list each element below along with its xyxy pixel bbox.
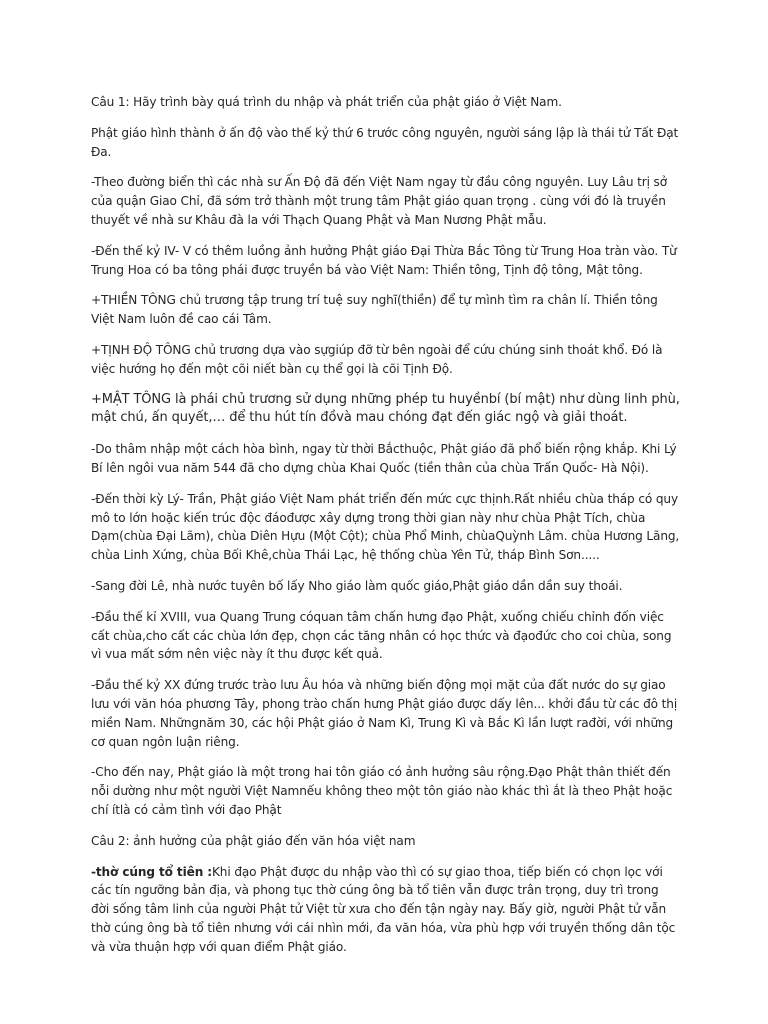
paragraph-tinh-do-tong: +TỊNH ĐỘ TÔNG chủ trương dựa vào sựgiúp đỡ từ bên ngoài để cứu chúng sinh thoát khổ. Đó là việc hướng họ đến một cõi niết bàn cụ thể gọi là cõi Tịnh Độ. — [91, 342, 663, 376]
question-2-heading: Câu 2: ảnh hưởng của phật giáo đến văn hóa việt nam — [91, 833, 416, 848]
paragraph-mat-tong: +MẬT TÔNG là phái chủ trương sử dụng những phép tu huyềnbí (bí mật) như dùng linh phù, mật chú, ấn quyết,… để thu hút tín đồvà mau chóng đạt đến giác ngộ và giải thoát. — [91, 391, 680, 426]
paragraph-20th-century: -Đầu thế kỷ XX đứng trước trào lưu Âu hóa và những biến động mọi mặt của đất nước do sự giao lưu với văn hóa phương Tây, phong trào chấn hưng Phật giáo được dấy lên... khởi đầu từ các đô thị miền Nam. Nhữngnăm 30, các hội Phật giáo ở Nam Kì, Trung Kì và Bắc Kì lần lượt rađời, với những cơ quan ngôn luận riêng. — [91, 678, 678, 749]
paragraph-ly-tran: -Đến thời kỳ Lý- Trần, Phật giáo Việt Nam phát triển đến mức cực thịnh.Rất nhiều chùa tháp có quy mô to lớn hoặc kiến trúc độc đáođược xây dựng trong thời gian này như chùa Phật Tích, chùa Dạm(chùa Đại Lãm), chùa Diên Hựu (Một Cột); chùa Phổ Minh, chùaQuỳnh Lâm. chùa Hương Lãng, chùa Linh Xứng, chùa Bối Khê,chùa Thái Lạc, hệ thống chùa Yên Tử, tháp Bình Sơn..... — [91, 491, 680, 563]
paragraph-18th-century: -Đầu thế kỉ XVIII, vua Quang Trung cóquan tâm chấn hưng đạo Phật, xuống chiếu chỉnh đốn việc cất chùa,cho cất các chùa lớn đẹp, chọn các tăng nhân có học thức và đạođức cho coi chùa, song vì vua mất sớm nên việc này ít thu được kết quả. — [91, 609, 672, 662]
paragraph-body: Khi đạo Phật được du nhập vào thì có sự giao thoa, tiếp biến có chọn lọc với các tín ngưỡng bản địa, và phong tục thờ cúng ông bà tổ tiên vẫn được trân trọng, duy trì trong đời sống tâm linh của người Phật tử Việt từ xưa cho đến tận ngày nay. Bấy giờ, người Phật tử vẫn thờ cúng ông bà tổ tiên nhưng với cái nhìn mới, đa văn hóa, vừa phù hợp với truyền thống dân tộc và vừa thuận hợp với quan điểm Phật giáo. — [91, 864, 676, 954]
paragraph-thien-tong: +THIỀN TÔNG chủ trương tập trung trí tuệ suy nghĩ(thiền) để tự mình tìm ra chân lí. Thiền tông Việt Nam luôn đề cao cái Tâm. — [91, 293, 658, 327]
paragraph-4th-5th-century: -Đến thế kỷ IV- V có thêm luồng ảnh hưởng Phật giáo Đại Thừa Bắc Tông từ Trung Hoa tràn vào. Từ Trung Hoa có ba tông phái được truyền bá vào Việt Nam: Thiền tông, Tịnh độ tông, Mật tông. — [91, 243, 677, 277]
paragraph-sea-route: -Theo đường biển thì các nhà sư Ấn Độ đã đến Việt Nam ngay từ đầu công nguyên. Luy Lâu trị sở của quận Giao Chỉ, đã sớm trở thành một trung tâm Phật giáo quan trọng . cùng với đó là truyền thuyết về nhà sư Khâu đà la với Thạch Quang Phật và Man Nương Phật mẫu. — [91, 175, 667, 227]
paragraph-lead: -thờ cúng tổ tiên : — [91, 864, 212, 879]
paragraph-bac-thuoc: -Do thâm nhập một cách hòa bình, ngay từ thời Bắcthuộc, Phật giáo đã phổ biến rộng khắp. Khi Lý Bí lên ngôi vua năm 544 đã cho dựng chùa Khai Quốc (tiền thân của chùa Trấn Quốc- Hà Nội). — [91, 442, 677, 475]
paragraph-le-dynasty: -Sang đời Lê, nhà nước tuyên bố lấy Nho giáo làm quốc giáo,Phật giáo dần dần suy thoái. — [91, 578, 623, 593]
paragraph-origin: Phật giáo hình thành ở ấn độ vào thế kỷ thứ 6 trước công nguyên, người sáng lập là thái tử Tất Đạt Đa. — [91, 125, 679, 159]
question-1-heading: Câu 1: Hãy trình bày quá trình du nhập và phát triển của phật giáo ở Việt Nam. — [91, 95, 562, 109]
paragraph-ancestor-worship — [91, 863, 680, 957]
paragraph-present-day: -Cho đến nay, Phật giáo là một trong hai tôn giáo có ảnh hưởng sâu rộng.Đạo Phật thân thiết đến nỗi dường như một người Việt Namnếu không theo một tôn giáo nào khác thì ắt là theo Phật hoặc chí ítlà có cảm tình với đạo Phật — [91, 765, 673, 817]
